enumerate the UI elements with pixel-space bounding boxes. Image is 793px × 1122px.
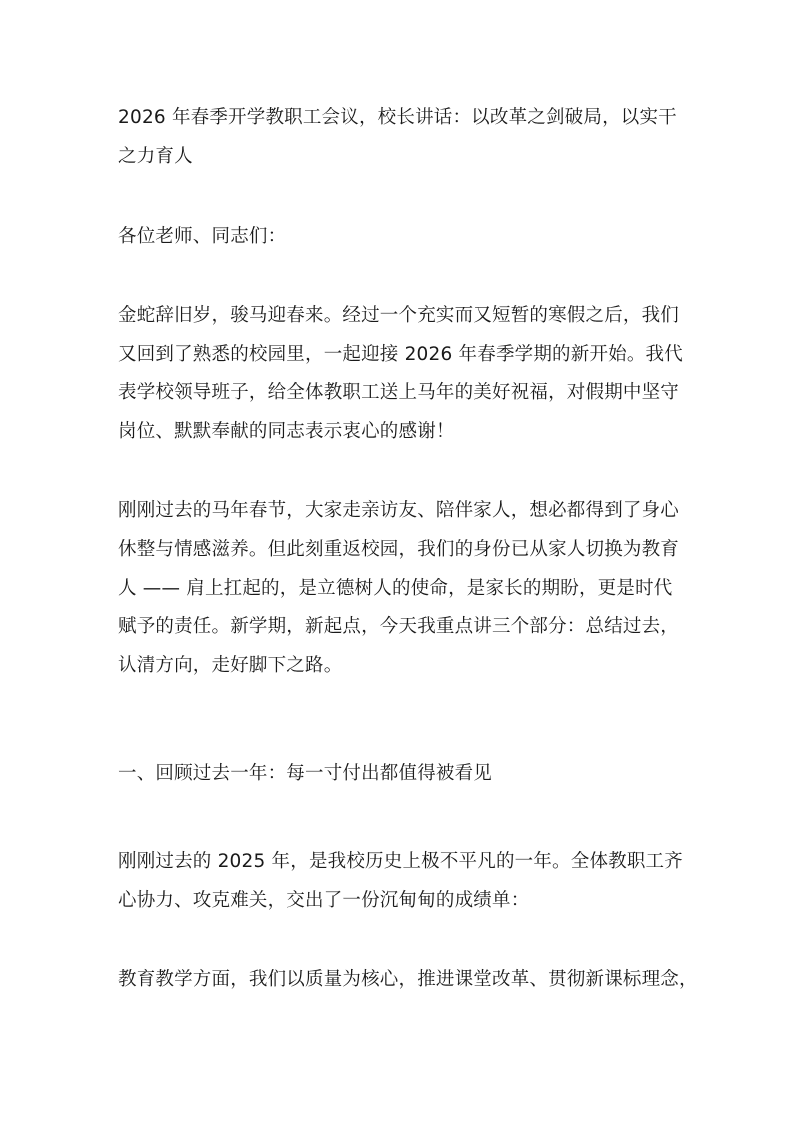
document-title-line-2: 之力育人 — [118, 146, 193, 167]
paragraph-2-line-2: 休整与情感滋养。但此刻重返校园，我们的身份已从家人切换为教育 — [118, 539, 680, 560]
paragraph-3-line-2: 心协力、攻克难关，交出了一份沉甸甸的成绩单： — [118, 890, 530, 911]
paragraph-1-line-4: 岗位、默默奉献的同志表示衷心的感谢！ — [118, 421, 455, 442]
paragraph-1-line-2: 又回到了熟悉的校园里，一起迎接 2026 年春季学期的新开始。我代 — [118, 344, 683, 365]
paragraph-1-line-3: 表学校领导班子，给全体教职工送上马年的美好祝福，对假期中坚守 — [118, 382, 680, 403]
paragraph-4-line-1: 教育教学方面，我们以质量为核心，推进课堂改革、贯彻新课标理念， — [118, 969, 698, 990]
paragraph-2-line-3: 人 —— 肩上扛起的，是立德树人的使命，是家长的期盼，更是时代 — [118, 578, 673, 599]
paragraph-3-line-1: 刚刚过去的 2025 年，是我校历史上极不平凡的一年。全体教职工齐 — [118, 851, 683, 872]
document-title-line-1: 2026 年春季开学教职工会议，校长讲话：以改革之剑破局，以实干 — [118, 107, 677, 128]
salutation: 各位老师、同志们： — [118, 226, 287, 247]
paragraph-1-line-1: 金蛇辞旧岁，骏马迎春来。经过一个充实而又短暂的寒假之后，我们 — [118, 305, 680, 326]
paragraph-2-line-4: 赋予的责任。新学期，新起点，今天我重点讲三个部分：总结过去， — [118, 616, 680, 637]
paragraph-2-line-1: 刚刚过去的马年春节，大家走亲访友、陪伴家人，想必都得到了身心 — [118, 500, 680, 521]
paragraph-2-line-5: 认清方向，走好脚下之路。 — [118, 655, 343, 676]
section-1-heading: 一、回顾过去一年：每一寸付出都值得被看见 — [118, 763, 493, 784]
